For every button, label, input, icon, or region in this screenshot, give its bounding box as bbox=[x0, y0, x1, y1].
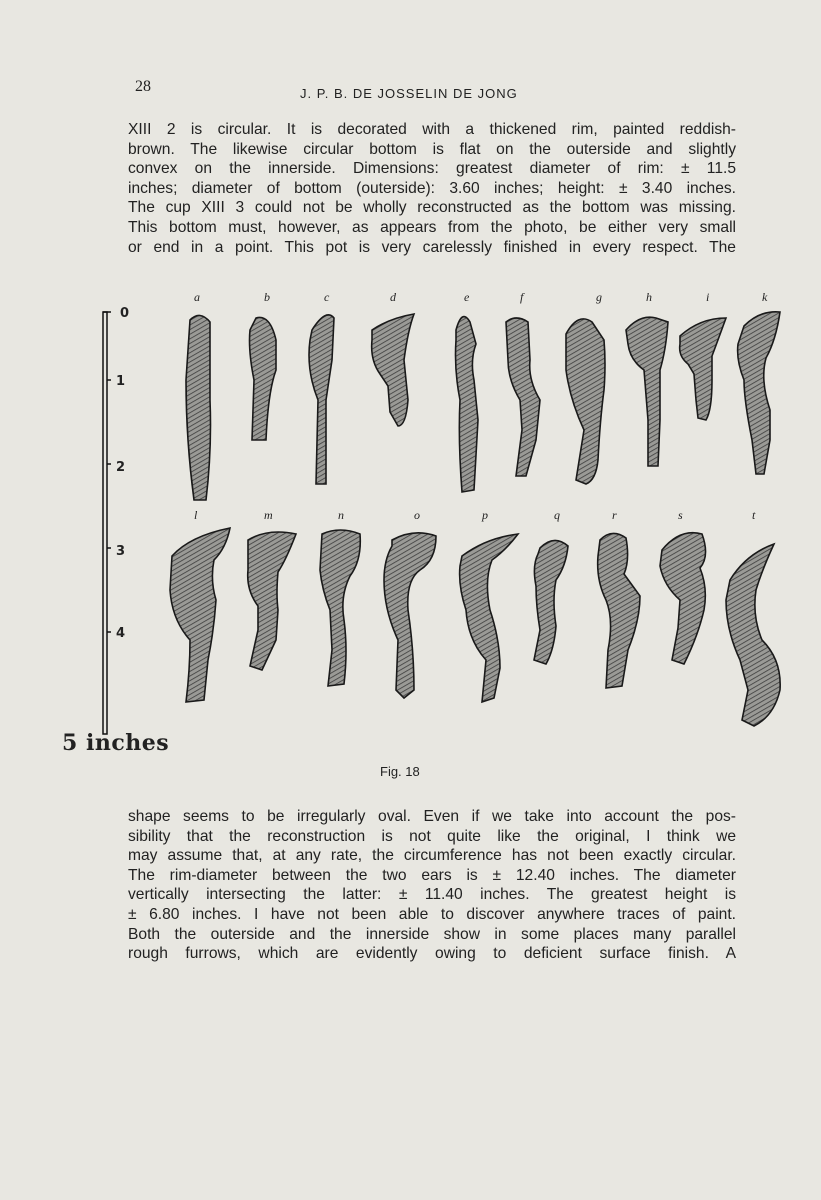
profile-c bbox=[309, 315, 334, 484]
profile-a bbox=[186, 315, 211, 500]
sherd-letter-d: d bbox=[390, 290, 396, 304]
profile-g bbox=[566, 319, 605, 484]
text-line: convex on the innerside. Dimensions: greatest diameter of rim: ± 11.5 bbox=[128, 160, 736, 178]
sherd-letter-b: b bbox=[264, 290, 270, 304]
text-line: brown. The likewise circular bottom is flat on the outerside and slightly bbox=[128, 140, 736, 158]
sherd-letter-f: f bbox=[520, 290, 524, 304]
sherd-letter-i: i bbox=[706, 290, 710, 304]
sherd-letter-p: p bbox=[482, 508, 488, 522]
profile-b bbox=[250, 317, 277, 440]
sherd-letter-m: m bbox=[264, 508, 273, 522]
profile-o bbox=[384, 533, 436, 698]
text-line: or end in a point. This pot is very carelessly finished in every respect. The bbox=[128, 238, 736, 256]
scale-ruler bbox=[103, 312, 111, 734]
profile-h bbox=[626, 317, 668, 466]
figure-caption: Fig. 18 bbox=[380, 764, 420, 779]
ruler-label-0: 0 bbox=[120, 306, 130, 321]
text-line: XIII 2 is circular. It is decorated with a thickened rim, painted reddish- bbox=[128, 121, 736, 138]
ruler-label-1: 1 bbox=[116, 374, 126, 389]
profile-m bbox=[248, 532, 296, 670]
text-line: ± 6.80 inches. I have not been able to discover anywhere traces of paint. bbox=[128, 905, 736, 923]
sherd-letter-r: r bbox=[612, 508, 617, 522]
sherd-letter-l: l bbox=[194, 508, 198, 522]
profile-t bbox=[726, 544, 780, 726]
sherd-letter-g: g bbox=[596, 290, 602, 304]
profile-q bbox=[534, 540, 568, 664]
paragraph-bottom bbox=[128, 807, 736, 964]
text-line: inches; diameter of bottom (outerside): 3.60 inches; height: ± 3.40 inches. bbox=[128, 179, 736, 197]
ruler-label-3: 3 bbox=[116, 544, 126, 559]
sherd-letter-e: e bbox=[464, 290, 470, 304]
sherd-letter-h: h bbox=[646, 290, 652, 304]
text-line: rough furrows, which are evidently owing to deficient surface finish. A bbox=[128, 945, 736, 963]
profile-l bbox=[170, 528, 230, 702]
profile-p bbox=[460, 534, 518, 702]
profile-k bbox=[738, 312, 780, 474]
profile-d bbox=[372, 314, 414, 426]
running-head: J. P. B. DE JOSSELIN DE JONG bbox=[300, 86, 518, 101]
sherd-letter-c: c bbox=[324, 290, 330, 304]
sherd-letter-n: n bbox=[338, 508, 344, 522]
sherd-letter-o: o bbox=[414, 508, 420, 522]
text-line: The rim-diameter between the two ears is ± 12.40 inches. The diameter bbox=[128, 866, 736, 884]
scale-caption: 5 inches bbox=[62, 730, 170, 756]
sherd-letter-s: s bbox=[678, 508, 683, 522]
text-line: may assume that, at any rate, the circumference has not been exactly circular. bbox=[128, 847, 736, 865]
profile-i bbox=[680, 318, 726, 420]
text-line: vertically intersecting the latter: ± 11.40 inches. The greatest height is bbox=[128, 886, 736, 904]
profile-f bbox=[506, 318, 540, 476]
profile-n bbox=[320, 530, 360, 686]
profile-e bbox=[456, 317, 479, 492]
sherd-letter-a: a bbox=[194, 290, 200, 304]
page-number: 28 bbox=[135, 78, 151, 95]
sherd-letter-k: k bbox=[762, 290, 768, 304]
text-line: This bottom must, however, as appears from the photo, be either very small bbox=[128, 218, 736, 236]
ruler-label-2: 2 bbox=[116, 460, 126, 475]
text-line: sibility that the reconstruction is not quite like the original, I think we bbox=[128, 827, 736, 845]
profile-r bbox=[598, 533, 640, 688]
sherd-letter-q: q bbox=[554, 508, 560, 522]
text-line: Both the outerside and the innerside show in some places many parallel bbox=[128, 925, 736, 943]
sherd-letter-t: t bbox=[752, 508, 756, 522]
text-line: shape seems to be irregularly oval. Even if we take into account the pos- bbox=[128, 808, 736, 825]
profile-s bbox=[660, 533, 706, 664]
text-line: The cup XIII 3 could not be wholly reconstructed as the bottom was missing. bbox=[128, 199, 736, 217]
ruler-label-4: 4 bbox=[116, 626, 126, 641]
